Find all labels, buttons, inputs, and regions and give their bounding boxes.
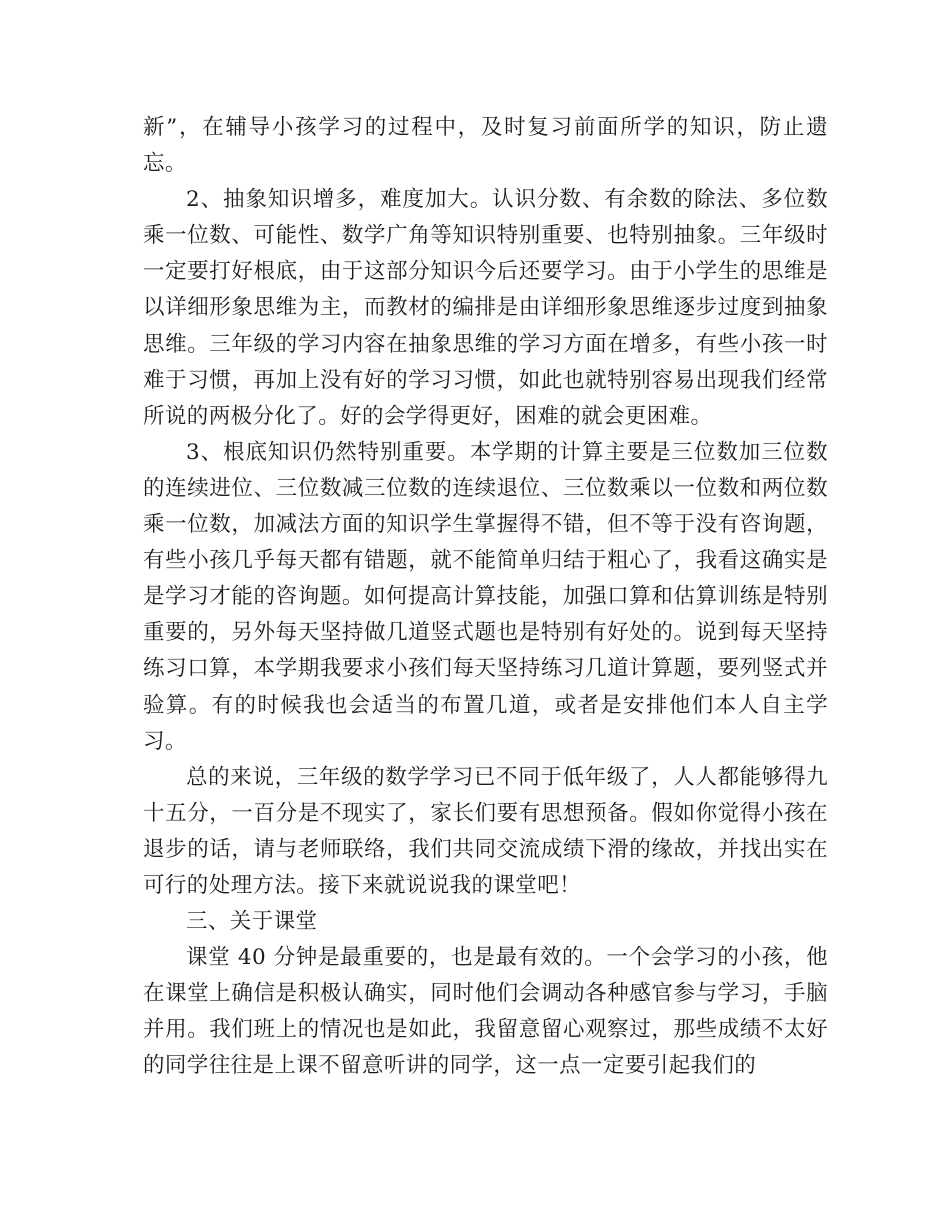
section-heading: 三、关于课堂 (186, 909, 318, 935)
paragraph-5: 课堂 40 分钟是最重要的，也是最有效的。一个会学习的小孩，他在课堂上确信是积极认确实，同时他们会调动各种感官参与学习，手脑并用。我们班上的情况也是如此，我留意留心观察过，那些成绩不太好的同学往往是上课不留意听讲的同学，这一点一定要引起我们的 (143, 945, 828, 1079)
paragraph-2: 2、抽象知识增多，难度加大。认识分数、有余数的除法、多位数乘一位数、可能性、数学广角等知识特别重要、也特别抽象。三年级时一定要打好根底，由于这部分知识今后还要学习。由于小学生的思维是以详细形象思维为主，而教材的编排是由详细形象思维逐步过度到抽象思维。三年级的学习内容在抽象思维的学习方面在增多，有些小孩一时难于习惯，再加上没有好的学习习惯，如此也就特别容易出现我们经常所说的两极分化了。好的会学得更好，困难的就会更困难。 (143, 187, 828, 429)
paragraph-1: 新”，在辅导小孩学习的过程中，及时复习前面所学的知识，防止遗忘。 (143, 115, 828, 177)
paragraph-4: 总的来说，三年级的数学学习已不同于低年级了，人人都能够得九十五分，一百分是不现实了，家长们要有思想预备。假如你觉得小孩在退步的话，请与老师联络，我们共同交流成绩下滑的缘故，并找出实在可行的处理方法。接下来就说说我的课堂吧！ (143, 764, 828, 898)
document-body (143, 110, 828, 1085)
paragraph-3: 3、根底知识仍然特别重要。本学期的计算主要是三位数加三位数的连续进位、三位数减三位数的连续退位、三位数乘以一位数和两位数乘一位数，加减法方面的知识学生掌握得不错，但不等于没有咨询题，有些小孩几乎每天都有错题，就不能简单归结于粗心了，我看这确实是是学习才能的咨询题。如何提高计算技能，加强口算和估算训练是特别重要的，另外每天坚持做几道竖式题也是特别有好处的。说到每天坚持练习口算，本学期我要求小孩们每天坚持练习几道计算题，要列竖式并验算。有的时候我也会适当的布置几道，或者是安排他们本人自主学习。 (143, 439, 828, 754)
